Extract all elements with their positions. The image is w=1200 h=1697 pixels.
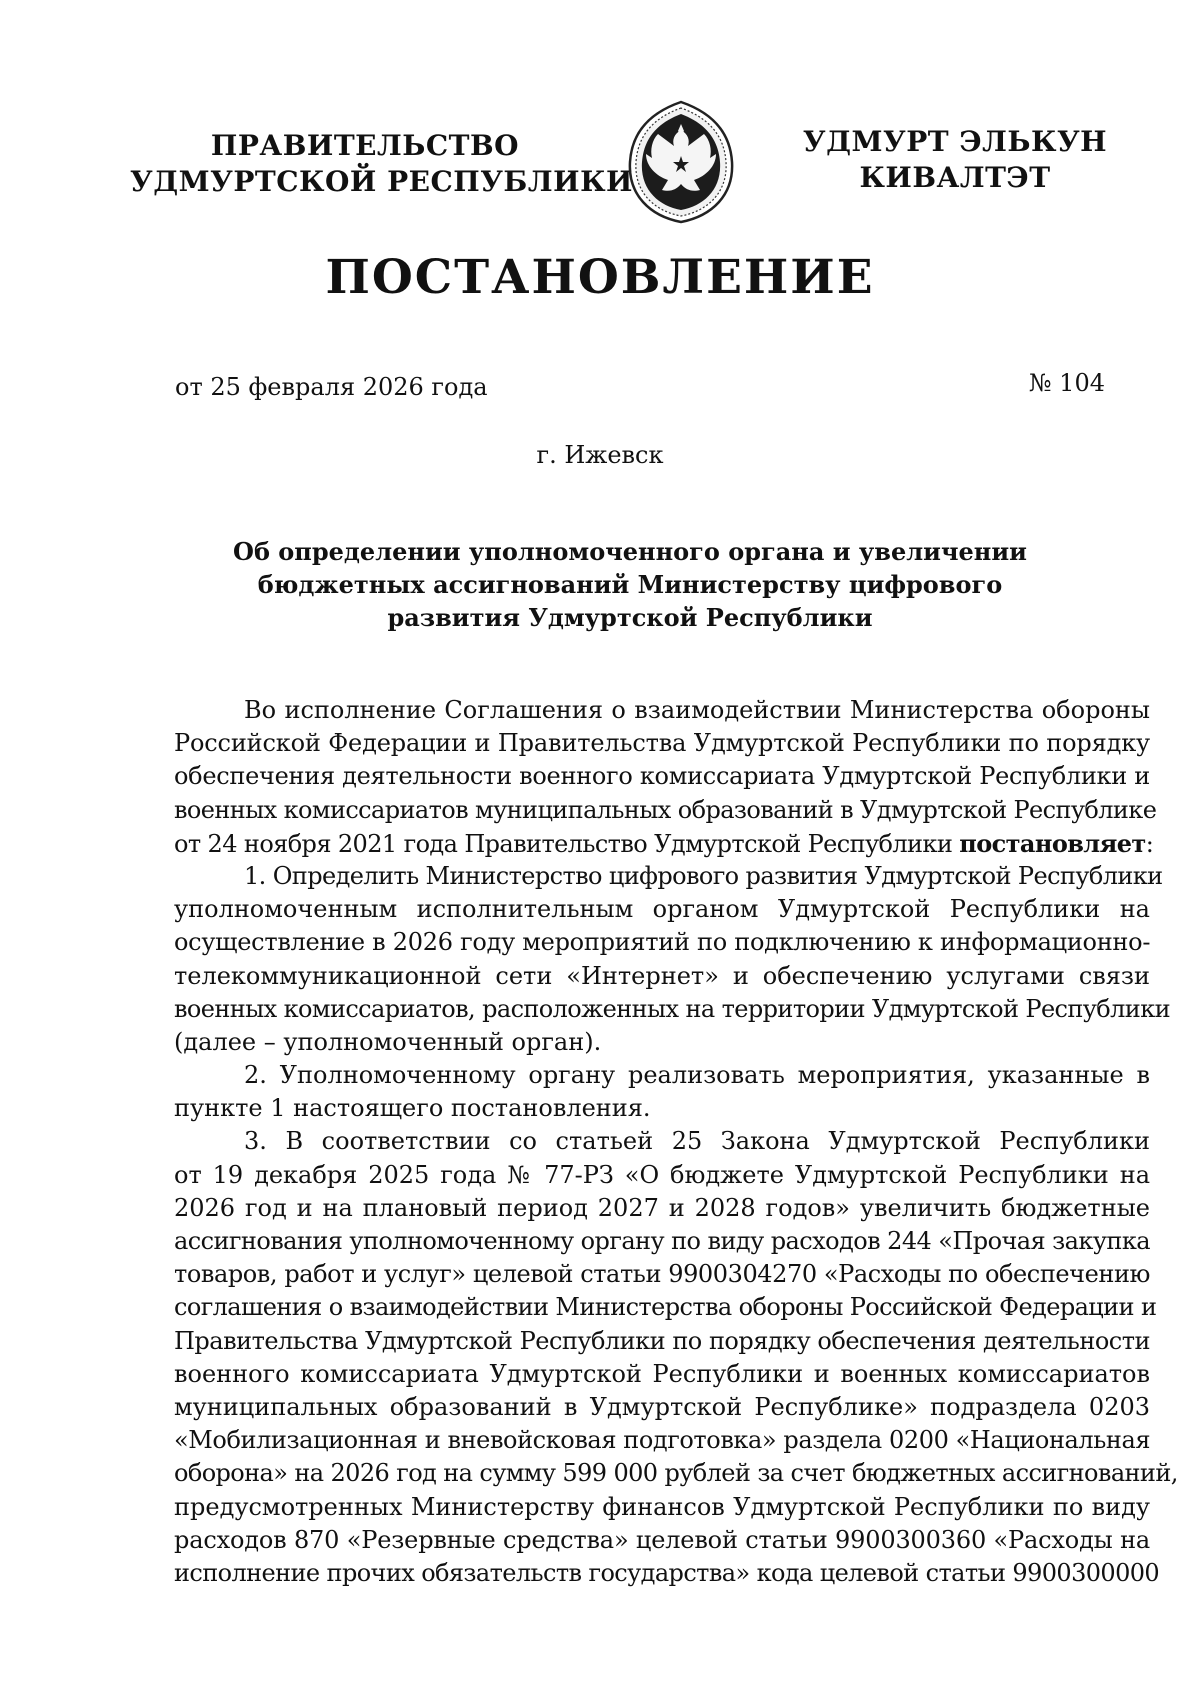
item-3-paragraph [174, 1125, 1178, 1590]
text-line: 3. В соответствии со статьей 25 Закона Удмуртской Республики [244, 1127, 1150, 1156]
text-line: Российской Федерации и Правительства Удмуртской Республики по порядку [174, 729, 1150, 758]
text-line: военного комиссариата Удмуртской Республики и военных комиссариатов [174, 1359, 1150, 1388]
document-title [200, 535, 1060, 634]
text-line: муниципальных образований в Удмуртской Республике» подраздела 0203 [174, 1392, 1150, 1421]
text-line: исполнение прочих обязательств государства» кода целевой статьи 9900300000 [174, 1558, 1160, 1587]
document-date: от 25 февраля 2026 года [175, 373, 488, 401]
text-line: соглашения о взаимодействии Министерства обороны Российской Федерации и [174, 1293, 1157, 1322]
text-fragment: от 24 ноября 2021 года Правительство Удмуртской Республики [174, 829, 960, 858]
text-line: от 19 декабря 2025 года № 77-РЗ «О бюджете Удмуртской Республики на [174, 1160, 1150, 1189]
title-line: Об определении уполномоченного органа и увеличении [233, 537, 1027, 566]
text-line: обеспечения деятельности военного комиссариата Удмуртской Республики и [174, 762, 1151, 791]
text-line: уполномоченным исполнительным органом Удмуртской Республики на [174, 895, 1150, 924]
text-line: военных комиссариатов, расположенных на территории Удмуртской Республики [174, 994, 1170, 1023]
text-line: предусмотренных Министерству финансов Удмуртской Республики по виду [174, 1492, 1150, 1521]
text-line: телекоммуникационной сети «Интернет» и обеспечению услугами связи [174, 961, 1150, 990]
document-body [174, 694, 1178, 1590]
item-2-paragraph [174, 1059, 1150, 1125]
text-line: товаров, работ и услуг» целевой статьи 9900304270 «Расходы по обеспечению [174, 1260, 1150, 1289]
text-line: Правительства Удмуртской Республики по порядку обеспечения деятельности [174, 1326, 1150, 1355]
issuer-name-udmurt [790, 124, 1120, 196]
text-line: 2026 год и на плановый период 2027 и 2028 годов» увеличить бюджетные [174, 1193, 1150, 1222]
title-line: бюджетных ассигнований Министерству цифрового [257, 570, 1003, 599]
document-type-heading: ПОСТАНОВЛЕНИЕ [325, 250, 875, 305]
text-line: 1. Определить Министерство цифрового развития Удмуртской Республики [244, 861, 1163, 890]
text-line [174, 827, 1154, 860]
issuer-line: ПРАВИТЕЛЬСТВО [210, 129, 520, 162]
item-1-paragraph [174, 860, 1170, 1059]
text-line: Во исполнение Соглашения о взаимодействии Министерства обороны [244, 696, 1150, 724]
document-number: № 104 [1028, 369, 1105, 397]
text-line: (далее – уполномоченный орган). [174, 1027, 602, 1056]
text-line: «Мобилизационная и вневойсковая подготовка» раздела 0200 «Национальная [174, 1426, 1151, 1455]
coat-of-arms-icon [622, 100, 740, 224]
text-line: военных комиссариатов муниципальных образований в Удмуртской Республике [174, 795, 1157, 824]
issuer-line: УДМУРТСКОЙ РЕСПУБЛИКИ [130, 165, 633, 198]
text-line: 2. Уполномоченному органу реализовать мероприятия, указанные в [244, 1061, 1150, 1090]
resolution-keyword: постановляет [959, 828, 1146, 858]
text-line: оборона» на 2026 год на сумму 599 000 рублей за счет бюджетных ассигнований, [174, 1459, 1178, 1488]
text-line: ассигнования уполномоченному органу по виду расходов 244 «Прочая закупка [174, 1227, 1150, 1255]
issuer-name-russian [130, 128, 633, 200]
text-line: пункте 1 настоящего постановления. [174, 1094, 651, 1123]
text-fragment: : [1145, 829, 1154, 858]
issuer-line: УДМУРТ ЭЛЬКУН [802, 125, 1108, 158]
text-line: расходов 870 «Резервные средства» целевой статьи 9900300360 «Расходы на [174, 1525, 1151, 1554]
preamble-paragraph [174, 694, 1157, 860]
document-city: г. Ижевск [536, 441, 664, 469]
issuer-line: КИВАЛТЭТ [859, 161, 1051, 194]
text-line: осуществление в 2026 году мероприятий по подключению к информационно- [174, 928, 1151, 957]
title-line: развития Удмуртской Республики [387, 603, 873, 632]
